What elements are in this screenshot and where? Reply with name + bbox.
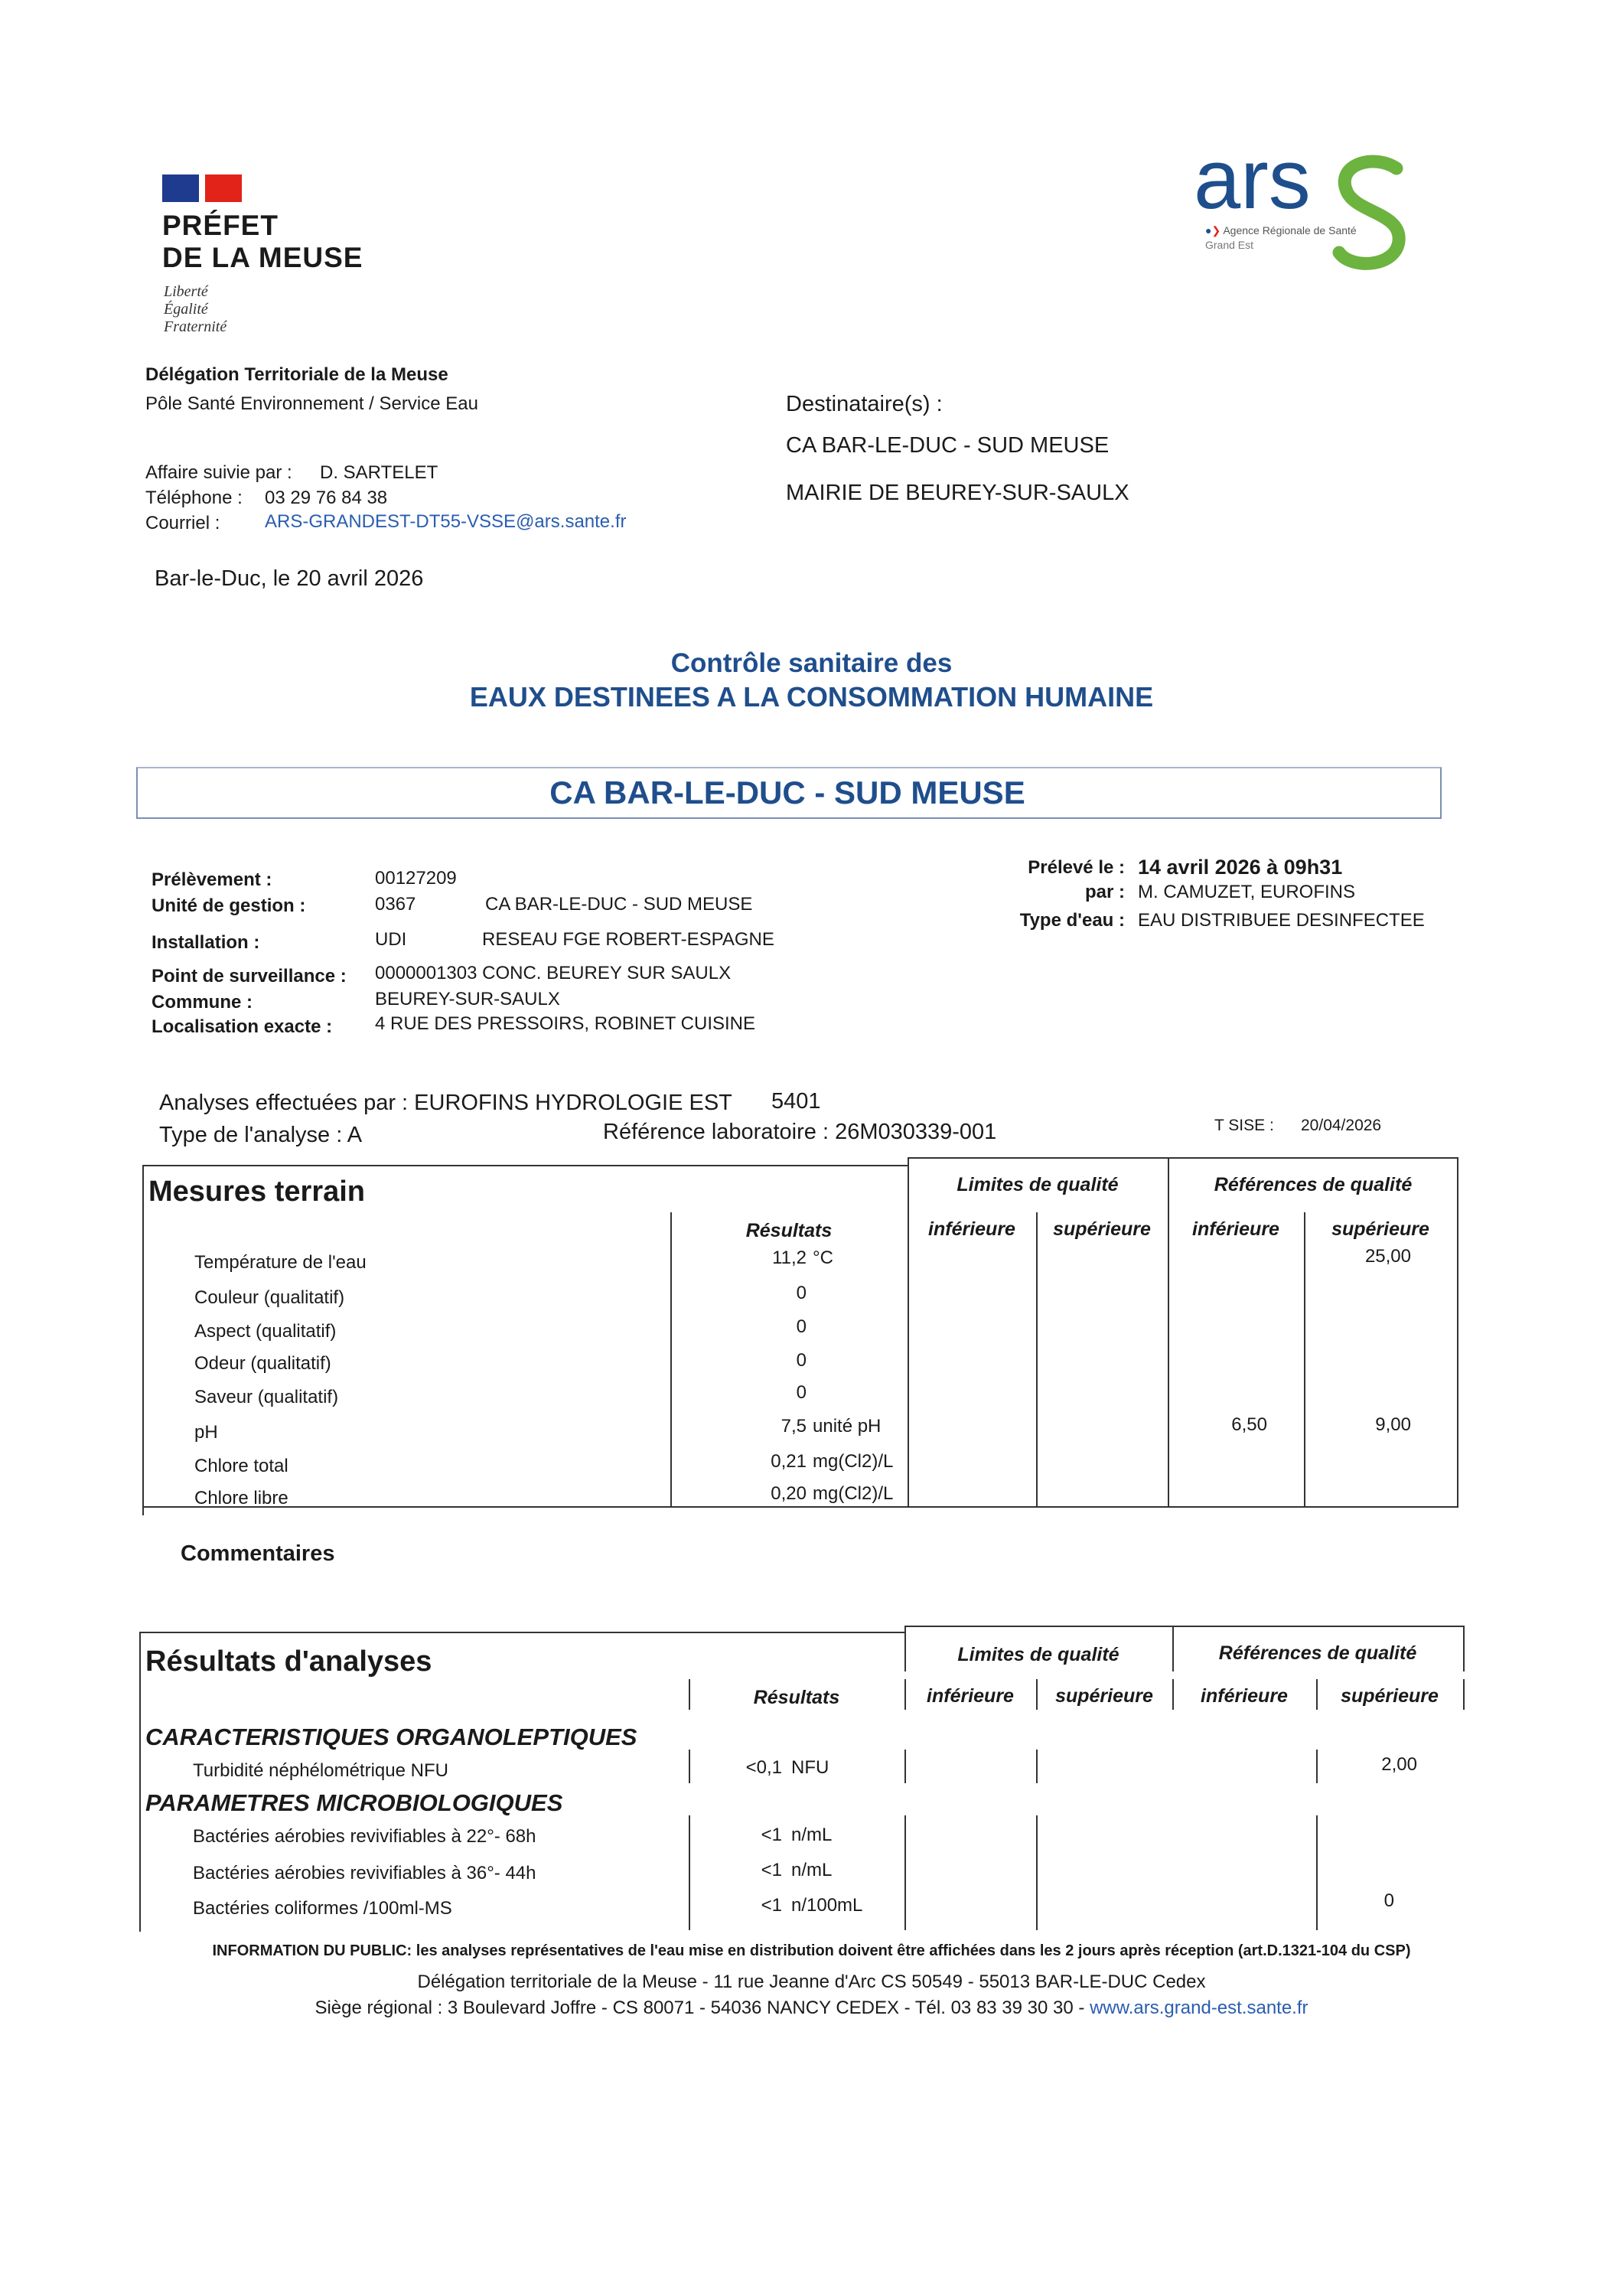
ars-swoosh-icon: [1339, 161, 1399, 263]
results-limite-sup-header: supérieure: [1055, 1685, 1153, 1707]
type-eau-label: Type d'eau :: [1019, 910, 1125, 931]
result-row-ref-sup: 0: [1383, 1890, 1394, 1911]
results-references-header: Références de qualité: [1218, 1642, 1417, 1664]
result-row-unit: NFU: [791, 1757, 829, 1778]
footer-delegation: Délégation territoriale de la Meuse - 11 rue Jeanne d'Arc CS 50549 - 55013 BAR-LE-DUC Cedex: [417, 1971, 1206, 1992]
mail-link[interactable]: ARS-GRANDEST-DT55-VSSE@ars.sante.fr: [265, 511, 627, 532]
type-eau-value: EAU DISTRIBUEE DESINFECTEE: [1138, 910, 1425, 931]
par-label: par :: [1084, 882, 1125, 902]
terrain-row-result: 7,5: [781, 1416, 807, 1437]
terrain-row-name: pH: [194, 1422, 218, 1443]
result-row-value: <1: [761, 1860, 782, 1880]
terrain-row-result: 0: [796, 1382, 807, 1403]
commentaires-label: Commentaires: [181, 1541, 335, 1566]
result-row-unit: n/100mL: [791, 1895, 863, 1916]
result-row-value: <1: [761, 1895, 782, 1916]
result-row-unit: n/mL: [791, 1825, 833, 1845]
terrain-row-result: 0: [796, 1316, 807, 1337]
tel-value: 03 29 76 84 38: [265, 488, 388, 508]
terrain-row-result: 11,2: [772, 1247, 807, 1268]
band-title: CA BAR-LE-DUC - SUD MEUSE: [549, 775, 1025, 810]
result-row-unit: n/mL: [791, 1860, 833, 1880]
analyses-code: 5401: [771, 1089, 821, 1114]
terrain-row-name: Température de l'eau: [194, 1252, 367, 1273]
section-organoleptiques: CARACTERISTIQUES ORGANOLEPTIQUES: [145, 1724, 637, 1750]
affaire-label: Affaire suivie par :: [145, 462, 292, 483]
terrain-row-name: Chlore total: [194, 1456, 288, 1476]
marianne-flag-icon: [162, 174, 242, 202]
prelevement-value: 00127209: [375, 868, 457, 889]
commune-label: Commune :: [152, 992, 253, 1013]
results-ref-sup-header: supérieure: [1341, 1685, 1439, 1707]
commune-value: BEUREY-SUR-SAULX: [375, 989, 560, 1009]
installation-name: RESEAU FGE ROBERT-ESPAGNE: [482, 929, 774, 950]
terrain-ref-inf-header: inférieure: [1192, 1218, 1279, 1240]
localisation-value: 4 RUE DES PRESSOIRS, ROBINET CUISINE: [375, 1013, 756, 1034]
terrain-row-ref-inf: 6,50: [1231, 1414, 1267, 1435]
terrain-limites-header: Limites de qualité: [957, 1174, 1119, 1195]
terrain-row-unit: °C: [813, 1247, 833, 1268]
terrain-row-ref-sup: 9,00: [1375, 1414, 1411, 1435]
terrain-ref-sup-header: supérieure: [1331, 1218, 1429, 1240]
pole-name: Pôle Santé Environnement / Service Eau: [145, 393, 478, 414]
terrain-row-unit: unité pH: [813, 1416, 882, 1437]
par-value: M. CAMUZET, EUROFINS: [1138, 882, 1356, 902]
results-ref-inf-header: inférieure: [1201, 1685, 1288, 1707]
result-row-value: <1: [761, 1825, 782, 1845]
terrain-row-result: 0: [796, 1350, 807, 1371]
point-label: Point de surveillance :: [152, 966, 347, 987]
terrain-row-name: Chlore libre: [194, 1488, 288, 1508]
results-table: [139, 1626, 1465, 1932]
terrain-row-ref-sup: 25,00: [1364, 1246, 1411, 1267]
terrain-limite-sup-header: supérieure: [1053, 1218, 1151, 1240]
unite-name: CA BAR-LE-DUC - SUD MEUSE: [485, 894, 753, 915]
recipient-1: CA BAR-LE-DUC - SUD MEUSE: [786, 433, 1110, 458]
website-link[interactable]: www.ars.grand-est.sante.fr: [1090, 1998, 1309, 2018]
results-limite-inf-header: inférieure: [927, 1685, 1014, 1707]
recipients-label: Destinataire(s) :: [786, 392, 943, 416]
tel-label: Téléphone :: [145, 488, 243, 508]
result-row-name: Bactéries aérobies revivifiables à 36°- 44h: [193, 1863, 536, 1883]
ars-subtitle: ●❯ Agence Régionale de Santé: [1205, 224, 1357, 236]
affaire-value: D. SARTELET: [320, 462, 438, 483]
ars-region: Grand Est: [1205, 239, 1254, 251]
terrain-table: [142, 1157, 1458, 1515]
installation-label: Installation :: [152, 932, 260, 953]
preleve-le-value: 14 avril 2026 à 09h31: [1138, 856, 1343, 879]
prefet-title: PRÉFET DE LA MEUSE: [162, 210, 363, 273]
mail-label: Courriel :: [145, 513, 220, 533]
unite-code: 0367: [375, 894, 416, 915]
section-microbiologiques: PARAMETRES MICROBIOLOGIQUES: [145, 1789, 563, 1816]
public-info: INFORMATION DU PUBLIC: les analyses représentatives de l'eau mise en distribution doivent être affichées dans les 2 jours après réception (art.D.1321-104 du CSP): [212, 1942, 1411, 1959]
analysis-type: Type de l'analyse : A: [159, 1123, 363, 1147]
preleve-le-label: Prélevé le :: [1028, 857, 1125, 878]
republic-motto: Liberté Égalité Fraternité: [164, 283, 227, 335]
results-title: Résultats d'analyses: [145, 1645, 432, 1678]
installation-code: UDI: [375, 929, 407, 950]
doc-title: Contrôle sanitaire des: [670, 648, 953, 678]
terrain-row-name: Couleur (qualitatif): [194, 1287, 345, 1308]
result-row-name: Turbidité néphélométrique NFU: [193, 1760, 448, 1781]
delegation-name: Délégation Territoriale de la Meuse: [145, 364, 448, 385]
analyses-label: Analyses effectuées par : EUROFINS HYDROLOGIE EST: [159, 1091, 732, 1115]
terrain-row-unit: mg(Cl2)/L: [813, 1451, 894, 1472]
ars-logo-text: ars: [1194, 145, 1311, 227]
date-line: Bar-le-Duc, le 20 avril 2026: [155, 566, 424, 591]
tsise-label: T SISE :: [1214, 1117, 1274, 1134]
terrain-row-result: 0,21: [771, 1451, 807, 1472]
terrain-row-result: 0: [796, 1283, 807, 1303]
result-row-value: <0,1: [745, 1757, 782, 1778]
lab-reference: Référence laboratoire : 26M030339-001: [603, 1120, 997, 1144]
tsise-value: 20/04/2026: [1301, 1117, 1382, 1134]
terrain-title: Mesures terrain: [148, 1176, 366, 1208]
ars-logo: [1194, 145, 1423, 276]
result-row-name: Bactéries coliformes /100ml-MS: [193, 1898, 452, 1919]
doc-subtitle: EAUX DESTINEES A LA CONSOMMATION HUMAINE: [469, 681, 1154, 713]
terrain-row-result: 0,20: [771, 1483, 807, 1504]
result-row-name: Bactéries aérobies revivifiables à 22°- 68h: [193, 1826, 536, 1847]
prelevement-label: Prélèvement :: [152, 869, 272, 890]
footer-siege: Siège régional : 3 Boulevard Joffre - CS 80071 - 54036 NANCY CEDEX - Tél. 03 83 39 30 30 - www.ars.grand-est.sante.fr: [314, 1998, 1309, 2018]
terrain-row-name: Saveur (qualitatif): [194, 1387, 339, 1407]
point-value: 0000001303 CONC. BEUREY SUR SAULX: [375, 963, 732, 983]
unite-label: Unité de gestion :: [152, 895, 306, 916]
results-resultats-header: Résultats: [753, 1687, 840, 1708]
result-row-ref-sup: 2,00: [1381, 1754, 1417, 1775]
terrain-resultats-header: Résultats: [745, 1220, 833, 1241]
recipient-2: MAIRIE DE BEUREY-SUR-SAULX: [786, 481, 1129, 505]
terrain-limite-inf-header: inférieure: [928, 1218, 1015, 1240]
localisation-label: Localisation exacte :: [152, 1016, 333, 1037]
terrain-row-name: Odeur (qualitatif): [194, 1353, 331, 1374]
terrain-row-unit: mg(Cl2)/L: [813, 1483, 894, 1504]
terrain-row-name: Aspect (qualitatif): [194, 1321, 337, 1342]
results-limites-header: Limites de qualité: [957, 1644, 1119, 1665]
terrain-references-header: Références de qualité: [1214, 1174, 1413, 1195]
